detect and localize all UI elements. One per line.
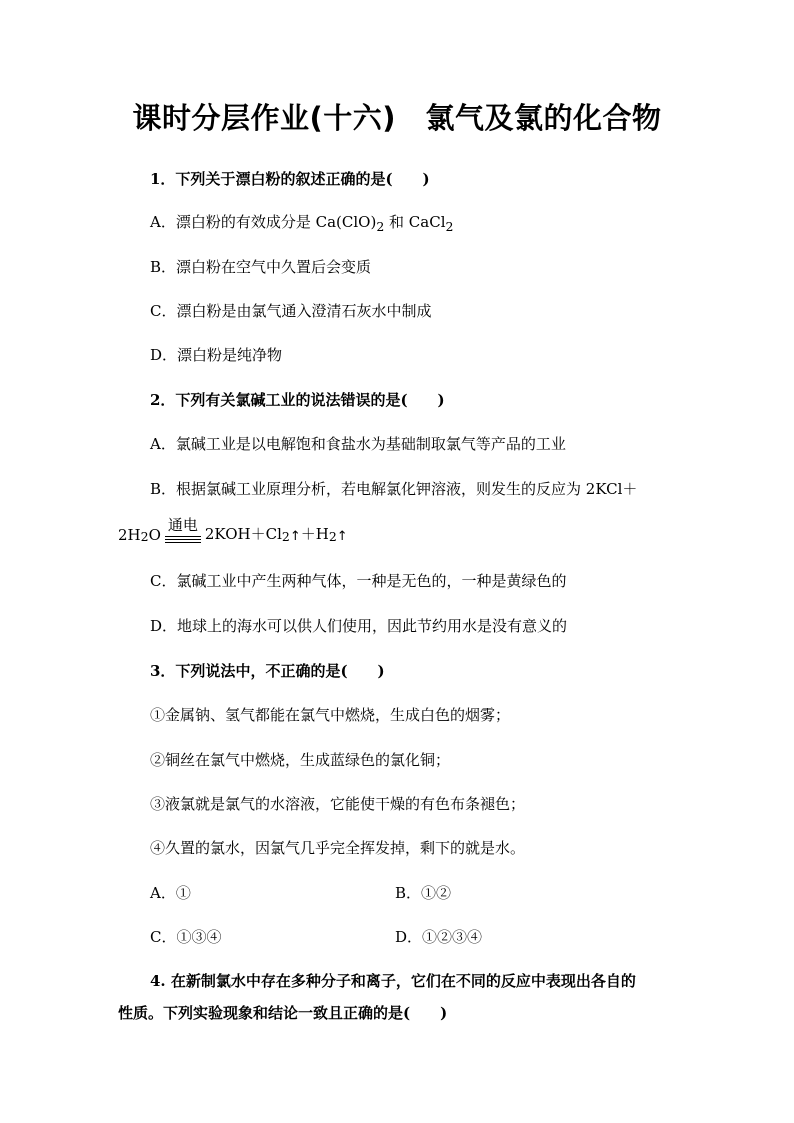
q3-stem: 3．下列说法中，不正确的是( ) [150,662,385,680]
q1-option-a: A．漂白粉的有效成分是 $Ca(ClO)_2$ 和 CaCl$_2$ [150,213,454,234]
page-title: 课时分层作业(十六) 氯气及氯的化合物 [132,101,662,135]
q2-option-d: D．地球上的海水可以供人们使用，因此节约用水是没有意义的 [150,617,568,635]
q3-statement-4: ④久置的氯水，因氯气几乎完全挥发掉，剩下的就是水。 [150,839,526,857]
q3-option-c: C．①③④ [150,928,222,946]
q1-option-c: C．漂白粉是由氯气通入澄清石灰水中制成 [150,302,432,320]
q3-statement-1: ①金属钠、氢气都能在氯气中燃烧，生成白色的烟雾； [150,706,511,724]
q2-equation: 2H 2 O 通电 2KOH＋Cl $_2$ ↑ ＋H $_2$ ↑ [118,516,348,544]
gas-up-arrow-icon: ↑ [336,529,348,544]
q3-option-b: B．①② [395,884,452,902]
q2-option-a: A．氯碱工业是以电解饱和食盐水为基础制取氯气等产品的工业 [150,435,566,453]
gas-up-arrow-icon: ↑ [289,529,301,544]
q4-stem-line-2: 性质。下列实验现象和结论一致且正确的是( ) [118,1004,448,1022]
q3-statement-3: ③液氯就是氯气的水溶液，它能使干燥的有色布条褪色； [150,795,526,813]
q1-option-b: B．漂白粉在空气中久置后会变质 [150,258,372,276]
q3-statement-2: ②铜丝在氯气中燃烧，生成蓝绿色的氯化铜； [150,751,451,769]
q2-stem: 2．下列有关氯碱工业的说法错误的是( ) [150,391,445,409]
q2-option-b: B．根据氯碱工业原理分析，若电解氯化钾溶液，则发生的反应为 2KCl＋ [150,480,638,498]
q4-stem-line-1: 4. 在新制氯水中存在多种分子和离子，它们在不同的反应中表现出各自的 [150,972,636,990]
reaction-condition: 通电 [165,514,201,544]
q1-option-d: D．漂白粉是纯净物 [150,346,283,364]
q2-option-c: C．氯碱工业中产生两种气体，一种是无色的，一种是黄绿色的 [150,572,567,590]
q3-option-a: A．① [150,884,191,902]
q1-stem: 1．下列关于漂白粉的叙述正确的是( ) [150,170,430,188]
q3-option-d: D．①②③④ [395,928,483,946]
